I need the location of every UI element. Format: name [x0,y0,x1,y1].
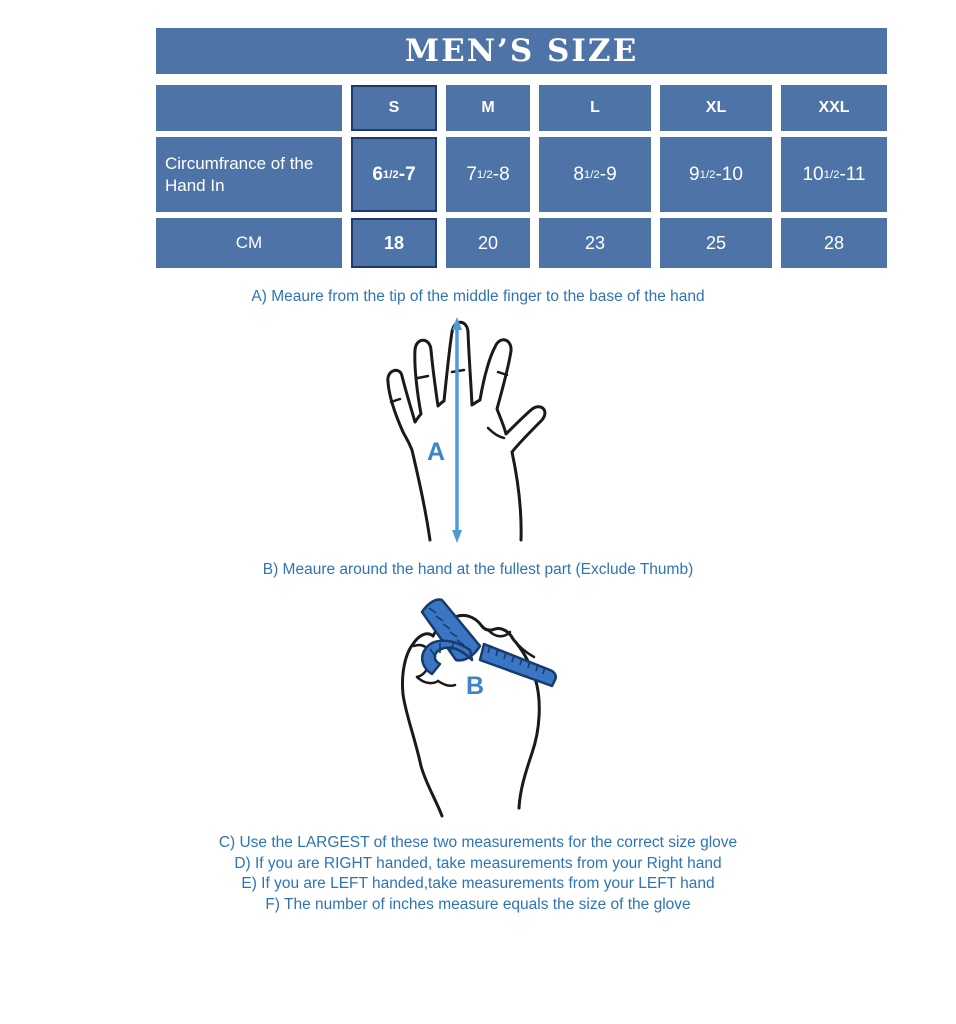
instruction-c: C) Use the LARGEST of these two measurements for the correct size glove [218,834,738,851]
instruction-d: D) If you are RIGHT handed, take measurements from your Right hand [234,854,722,872]
row-label-inches: Circumfrance of the Hand In [156,137,342,212]
instruction-e: E) If you are LEFT handed,take measurements from your LEFT hand [241,875,715,892]
chart-title: MEN’S SIZE [156,28,887,74]
label-b: B [465,672,485,700]
instructions-c-to-f [0,833,956,915]
instruction-b: B) Meaure around the hand at the fullest part (Exclude Thumb) [262,561,694,578]
cm-value-xl: 25 [660,218,772,268]
col-header-s: S [351,85,437,131]
col-header-m: M [446,85,530,131]
fist-with-tape-illustration-icon [392,586,592,830]
row-label-cm: CM [156,218,342,268]
corner-cell [156,85,342,131]
cm-value-m: 20 [446,218,530,268]
cm-value-s: 18 [351,218,437,268]
hand-length-diagram [368,310,578,550]
instruction-f: F) The number of inches measure equals the size of the glove [265,895,691,913]
inches-value-s: 6 1/2 -7 [351,137,437,212]
instruction-a: A) Meaure from the tip of the middle finger to the base of the hand [251,288,705,305]
col-header-l: L [539,85,651,131]
col-header-xxl: XXL [781,85,887,131]
hand-circumference-diagram [392,586,592,830]
cm-value-l: 23 [539,218,651,268]
mens-size-chart [156,28,887,268]
open-hand-illustration-icon [368,310,578,550]
inches-value-xxl: 10 1/2 -11 [781,137,887,212]
inches-value-m: 7 1/2 -8 [446,137,530,212]
inches-value-l: 8 1/2 -9 [539,137,651,212]
inches-value-xl: 9 1/2 -10 [660,137,772,212]
cm-value-xxl: 28 [781,218,887,268]
size-table [156,85,887,268]
label-a: A [426,438,446,466]
col-header-xl: XL [660,85,772,131]
